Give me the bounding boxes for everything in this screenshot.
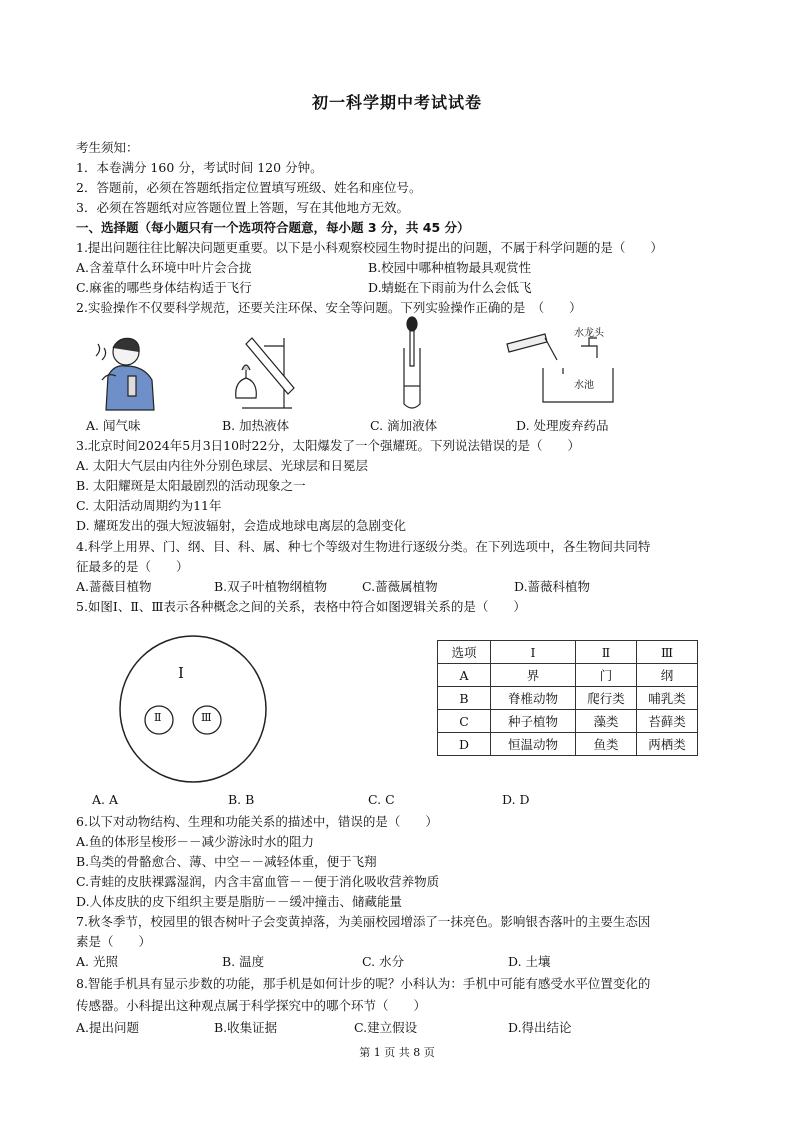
- q6-option-c: C.青蛙的皮肤裸露湿润，内含丰富血管－－便于消化吸收营养物质: [76, 874, 440, 889]
- q7-option-c: C. 水分: [362, 954, 405, 969]
- table-cell: 藻类: [576, 710, 637, 733]
- q4-option-a: A.蔷薇目植物: [76, 579, 152, 594]
- q2-option-d: D. 处理废弃药品: [516, 418, 609, 433]
- q5-stem: 5.如图Ⅰ、Ⅱ、Ⅲ表示各种概念之间的关系，表格中符合如图逻辑关系的是（ ）: [76, 599, 526, 614]
- smell-figure: [84, 330, 174, 410]
- venn-label-outer: Ⅰ: [178, 664, 184, 682]
- q7-stem-cont: 素是（ ）: [76, 934, 152, 949]
- section-heading: 一、选择题（每小题只有一个选项符合题意，每小题 3 分，共 45 分）: [76, 220, 470, 235]
- table-row: [438, 687, 698, 710]
- q3-option-b: B. 太阳耀斑是太阳最剧烈的活动现象之一: [76, 478, 306, 493]
- page-footer: 第 1 页 共 8 页: [359, 1046, 435, 1059]
- q5-table: [437, 640, 698, 756]
- notice-heading: 考生须知：: [76, 140, 139, 155]
- table-cell: B: [438, 687, 491, 710]
- table-cell: 爬行类: [576, 687, 637, 710]
- q8-option-b: B.收集证据: [214, 1020, 278, 1035]
- q2-stem: 2.实验操作不仅要科学规范，还要关注环保、安全等问题。下列实验操作正确的是 （ ）: [76, 300, 582, 315]
- q8-stem: 8.智能手机具有显示步数的功能，那手机是如何计步的呢？小科认为：手机中可能有感受水平位置变化的: [76, 976, 651, 991]
- q6-option-a: A.鱼的体形呈梭形－－减少游泳时水的阻力: [76, 834, 315, 849]
- venn-label-inner1: Ⅱ: [154, 711, 162, 724]
- q7-option-d: D. 土壤: [508, 954, 551, 969]
- table-cell: 两栖类: [637, 733, 698, 756]
- q2-option-b: B. 加热液体: [222, 418, 290, 433]
- table-cell: 哺乳类: [637, 687, 698, 710]
- q4-option-b: B.双子叶植物纲植物: [214, 579, 328, 594]
- table-header-cell: 选项: [438, 641, 491, 664]
- q7-option-a: A. 光照: [76, 954, 118, 969]
- q4-option-c: C.蔷薇属植物: [362, 579, 438, 594]
- q6-option-b: B.鸟类的骨骼愈合、薄、中空－－减轻体重，便于飞翔: [76, 854, 377, 869]
- q5-option-d: D. D: [502, 792, 530, 807]
- q1-option-d: D.蜻蜓在下雨前为什么会低飞: [368, 280, 532, 295]
- faucet-label: 水龙头: [574, 328, 604, 339]
- q1-option-c: C.麻雀的哪些身体结构适于飞行: [76, 280, 252, 295]
- table-cell: 鱼类: [576, 733, 637, 756]
- q8-option-a: A.提出问题: [76, 1020, 140, 1035]
- q2-option-a: A. 闻气味: [86, 418, 141, 433]
- table-cell: 种子植物: [491, 710, 576, 733]
- table-header-row: [438, 641, 698, 664]
- table-header-cell: Ⅱ: [576, 641, 637, 664]
- q7-option-b: B. 温度: [222, 954, 265, 969]
- dropper-figure: [392, 316, 432, 412]
- table-cell: 门: [576, 664, 637, 687]
- table-cell: 脊椎动物: [491, 687, 576, 710]
- pool-label: 水池: [574, 380, 594, 391]
- q8-option-d: D.得出结论: [508, 1020, 572, 1035]
- q5-option-a: A. A: [92, 792, 119, 807]
- q3-option-d: D. 耀斑发出的强大短波辐射，会造成地球电离层的急剧变化: [76, 518, 407, 533]
- q4-stem-cont: 征最多的是（ ）: [76, 559, 189, 574]
- q3-option-a: A. 太阳大气层由内往外分别色球层、光球层和日冕层: [76, 458, 368, 473]
- table-row: [438, 664, 698, 687]
- table-cell: 界: [491, 664, 576, 687]
- table-header-cell: Ⅲ: [637, 641, 698, 664]
- q5-option-b: B. B: [228, 792, 255, 807]
- q2-option-c: C. 滴加液体: [370, 418, 438, 433]
- waste-disposal-figure: [505, 320, 625, 410]
- q3-stem: 3.北京时间2024年5月3日10时22分，太阳爆发了一个强耀斑。下列说法错误的是（ ）: [76, 438, 580, 453]
- q4-stem: 4.科学上用界、门、纲、目、科、属、种七个等级对生物进行逐级分类。在下列选项中，各生物间共同特: [76, 539, 651, 554]
- table-row: [438, 710, 698, 733]
- q6-option-d: D.人体皮肤的皮下组织主要是脂肪－－缓冲撞击、储藏能量: [76, 894, 403, 909]
- notice-item: 3．必须在答题纸对应答题位置上答题，写在其他地方无效。: [76, 200, 409, 215]
- q1-option-a: A.含羞草什么环境中叶片会合拢: [76, 260, 252, 275]
- venn-label-inner2: Ⅲ: [201, 711, 212, 724]
- page-title: 初一科学期中考试试卷: [311, 93, 482, 112]
- notice-item: 2．答题前，必须在答题纸指定位置填写班级、姓名和座位号。: [76, 180, 422, 195]
- heating-figure: [212, 318, 312, 410]
- q8-option-c: C.建立假设: [354, 1020, 418, 1035]
- q8-stem-cont: 传感器。小科提出这种观点属于科学探究中的哪个环节（ ）: [76, 998, 427, 1013]
- notice-item: 1．本卷满分 160 分，考试时间 120 分钟。: [76, 160, 323, 175]
- q3-option-c: C. 太阳活动周期约为11年: [76, 498, 222, 513]
- table-header-cell: Ⅰ: [491, 641, 576, 664]
- table-cell: D: [438, 733, 491, 756]
- table-row: [438, 733, 698, 756]
- table-cell: 纲: [637, 664, 698, 687]
- table-cell: C: [438, 710, 491, 733]
- table-cell: A: [438, 664, 491, 687]
- q7-stem: 7.秋冬季节，校园里的银杏树叶子会变黄掉落，为美丽校园增添了一抹亮色。影响银杏落叶的主要生态因: [76, 914, 651, 929]
- table-cell: 恒温动物: [491, 733, 576, 756]
- q4-option-d: D.蔷薇科植物: [514, 579, 591, 594]
- q1-option-b: B.校园中哪种植物最具观赏性: [368, 260, 532, 275]
- table-cell: 苔藓类: [637, 710, 698, 733]
- q5-option-c: C. C: [368, 792, 395, 807]
- q6-stem: 6.以下对动物结构、生理和功能关系的描述中，错误的是（ ）: [76, 814, 438, 829]
- venn-diagram: [118, 634, 268, 784]
- q1-stem: 1.提出问题往往比解决问题更重要。以下是小科观察校园生物时提出的问题，不属于科学问题的是（ ）: [76, 240, 663, 255]
